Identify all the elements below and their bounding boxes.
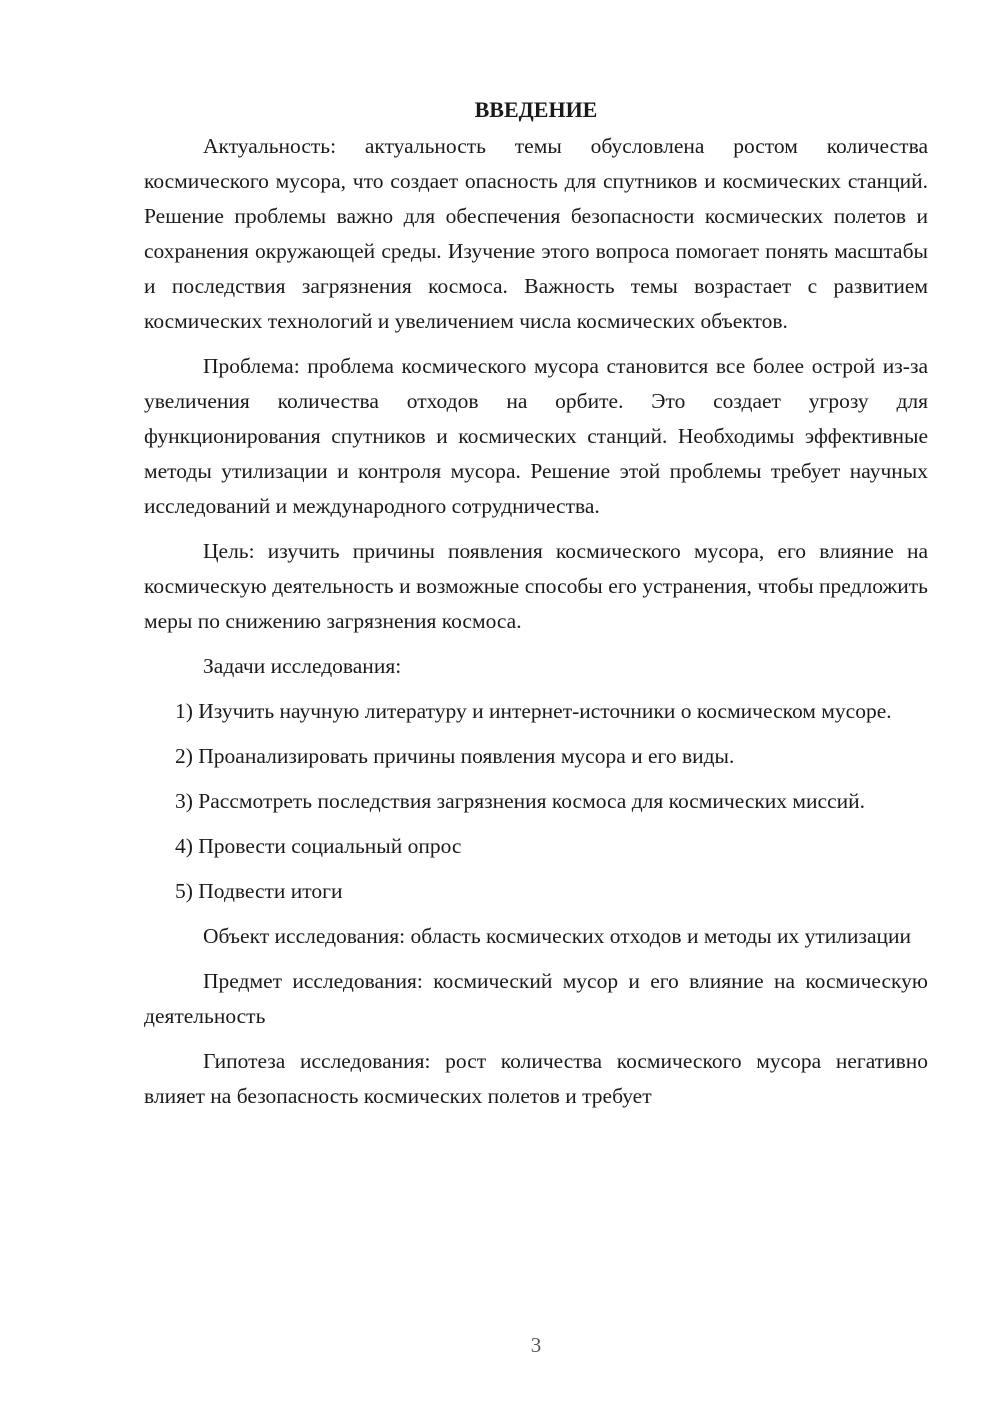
task-item-1: 1) Изучить научную литературу и интернет-источники о космическом мусоре. [175,699,892,723]
problem-paragraph: Проблема: проблема космического мусора становится все более острой из-за увеличения количества отходов на орбите. Это создает угрозу для функционирования спутников и космических станций. Необходимы эффективные методы утилизации и контроля мусора. Решение этой проблемы требует научных исследований и международного сотрудничества. [144,354,928,518]
research-object-paragraph: Объект исследования: область космических отходов и методы их утилизации [203,924,912,948]
hypothesis-paragraph: Гипотеза исследования: рост количества космического мусора негативно влияет на безопасность космических полетов и требует [144,1049,928,1108]
relevance-paragraph: Актуальность: актуальность темы обусловлена ростом количества космического мусора, что создает опасность для спутников и космических станций. Решение проблемы важно для обеспечения безопасности космических полетов и сохранения окружающей среды. Изучение этого вопроса помогает понять масштабы и последствия загрязнения космоса. Важность темы возрастает с развитием космических технологий и увеличением числа космических объектов. [144,134,928,333]
tasks-heading: Задачи исследования: [203,654,402,678]
page-number: 3 [530,1333,542,1357]
document-page [144,92,928,1124]
goal-paragraph: Цель: изучить причины появления космического мусора, его влияние на космическую деятельность и возможные способы его устранения, чтобы предложить меры по снижению загрязнения космоса. [144,539,928,633]
task-item-2: 2) Проанализировать причины появления мусора и его виды. [175,744,735,768]
research-subject-paragraph: Предмет исследования: космический мусор и его влияние на космическую деятельность [144,969,928,1028]
task-item-3: 3) Рассмотреть последствия загрязнения космоса для космических миссий. [175,789,866,813]
task-item-5: 5) Подвести итоги [175,879,343,903]
task-item-4: 4) Провести социальный опрос [175,834,462,858]
tasks-list [144,694,928,909]
section-title: ВВЕДЕНИЕ [474,97,598,122]
